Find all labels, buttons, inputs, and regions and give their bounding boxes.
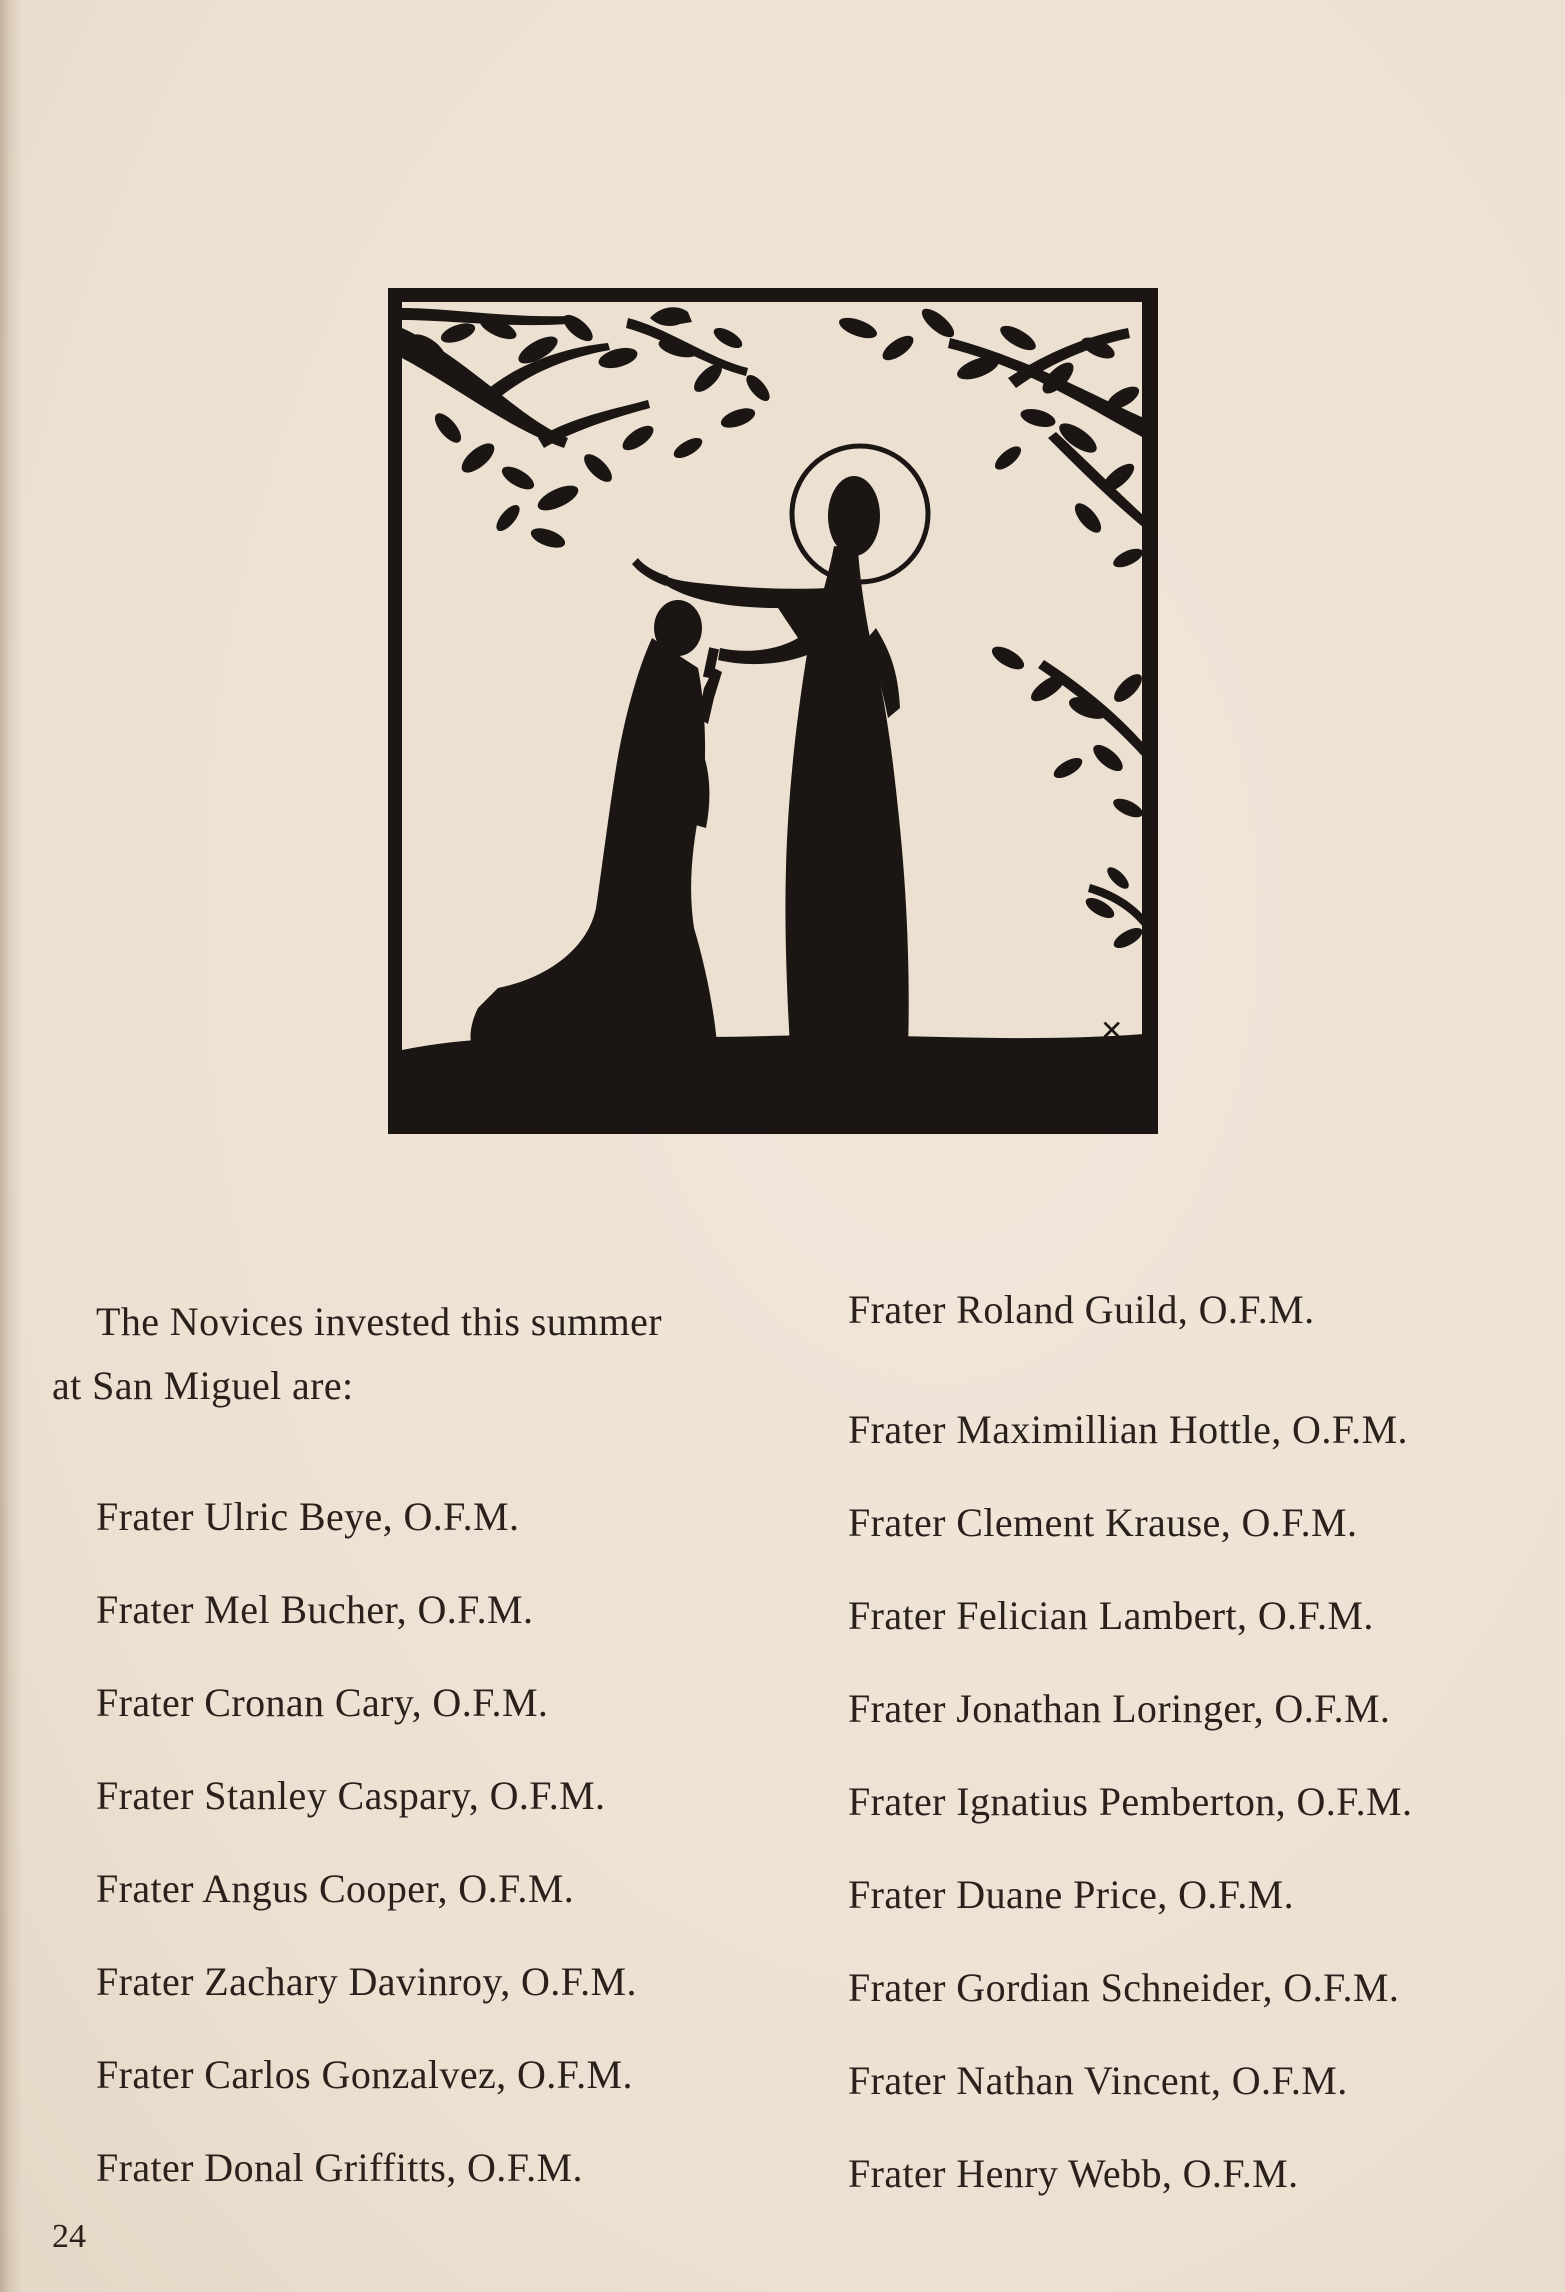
novice-name: Frater Gordian Schneider, O.F.M.: [848, 1965, 1400, 2010]
artist-monogram: ✕: [1100, 1016, 1124, 1047]
page-number: 24: [52, 2218, 86, 2255]
intro-line-2: at San Miguel are:: [52, 1363, 354, 1408]
novice-name: Frater Mel Bucher, O.F.M.: [96, 1587, 534, 1632]
intro-line-1: The Novices invested this summer: [96, 1299, 663, 1344]
novice-list-right: [848, 1287, 1528, 2220]
novice-name: Frater Duane Price, O.F.M.: [848, 1872, 1294, 1917]
novice-name: Frater Donal Griffitts, O.F.M.: [96, 2145, 583, 2190]
intro-paragraph: [52, 1290, 772, 1418]
novice-name: Frater Henry Webb, O.F.M.: [848, 2151, 1299, 2196]
novice-name: Frater Nathan Vincent, O.F.M.: [848, 2058, 1348, 2103]
novice-name: Frater Roland Guild, O.F.M.: [848, 1287, 1315, 1332]
novice-name: Frater Stanley Caspary, O.F.M.: [96, 1773, 606, 1818]
left-column: [52, 1290, 772, 2214]
novice-name: Frater Clement Krause, O.F.M.: [848, 1500, 1358, 1545]
investiture-silhouette-illustration: [388, 288, 1158, 1134]
novice-name: Frater Angus Cooper, O.F.M.: [96, 1866, 575, 1911]
novice-name: Frater Cronan Cary, O.F.M.: [96, 1680, 549, 1725]
novice-name: Frater Carlos Gonzalvez, O.F.M.: [96, 2052, 633, 2097]
novice-name: Frater Ulric Beye, O.F.M.: [96, 1494, 520, 1539]
novice-name: Frater Jonathan Loringer, O.F.M.: [848, 1686, 1391, 1731]
novice-name: Frater Ignatius Pemberton, O.F.M.: [848, 1779, 1413, 1824]
novice-name: Frater Felician Lambert, O.F.M.: [848, 1593, 1374, 1638]
novice-name: Frater Maximillian Hottle, O.F.M.: [848, 1407, 1408, 1452]
novice-name: Frater Zachary Davinroy, O.F.M.: [96, 1959, 637, 2004]
novice-list-left: [52, 1470, 772, 2214]
